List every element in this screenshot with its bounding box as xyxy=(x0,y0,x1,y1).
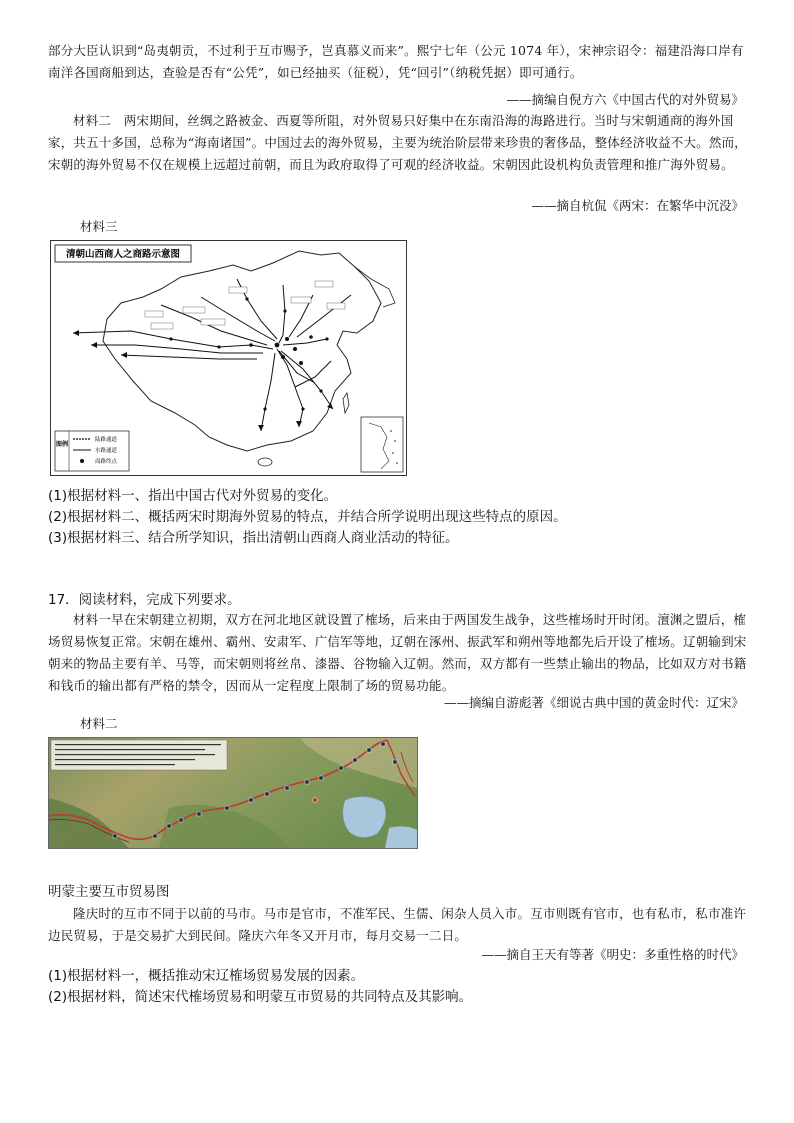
material3-label: 材料三 xyxy=(80,219,118,234)
legend-item-2: 水路通道 xyxy=(95,448,118,454)
question-17-2: (2)根据材料，简述宋代榷场贸易和明蒙互市贸易的共同特点及其影响。 xyxy=(48,989,473,1005)
q17-source-citation-1: ——摘编自游彪著《细说古典中国的黄金时代：辽宋》 xyxy=(443,695,744,710)
legend-item-1: 陆路通道 xyxy=(95,437,118,443)
material1-continuation: 部分大臣认识到“岛夷朝贡，不过利于互市赐予，岂真慕义而来”。熙宁七年（公元 1074 年），宋神宗诏令：福建沿海口岸有南洋各国商船到达，查验是否有“公凭”，如已经抽买（征税），凭“回引”（纳税凭据）即可通行。 xyxy=(48,43,744,80)
terrain-map-figure xyxy=(49,738,417,848)
question-17-1: (1)根据材料一，概括推动宋辽榷场贸易发展的因素。 xyxy=(48,968,365,984)
question-17-heading: 17．阅读材料，完成下列要求。 xyxy=(48,592,241,608)
shanxi-merchant-route-map xyxy=(50,240,407,476)
q17-source-citation-2: ——摘自王天有等著《明史：多重性格的时代》 xyxy=(481,947,744,962)
material2-text: 材料二 两宋期间，丝绸之路被金、西夏等所阻，对外贸易只好集中在东南沿海的海路进行。当时与宋朝通商的海外国家，共五十多国，总称为“海南诸国”。中国过去的海外贸易，主要为统治阶层带来珍贵的奢侈品，整体经济收益不大。然而，宋朝的海外贸易不仅在规模上远超过前朝，而且为政府取得了可观的经济收益。宋朝因此设机构负责管理和推广海外贸易。 xyxy=(48,113,747,172)
map-caption: 明蒙主要互市贸易图 xyxy=(48,884,170,900)
source-citation-1: ——摘编自倪方六《中国古代的对外贸易》 xyxy=(506,92,744,107)
source-citation-2: ——摘自杭侃《两宋：在繁华中沉没》 xyxy=(531,198,744,213)
legend-item-3: 商路终点 xyxy=(95,459,118,465)
terminus-symbol xyxy=(80,459,84,463)
question-16-1: (1)根据材料一、指出中国古代对外贸易的变化。 xyxy=(48,488,338,504)
route-map-figure xyxy=(51,241,406,475)
question-16-2: (2)根据材料二、概括两宋时期海外贸易的特点，并结合所学说明出现这些特点的原因。 xyxy=(48,509,567,525)
q17-material2-label: 材料二 xyxy=(80,716,118,731)
question-16-3: (3)根据材料三、结合所学知识，指出清朝山西商人商业活动的特征。 xyxy=(48,530,459,546)
ming-mongol-trade-map xyxy=(48,737,418,849)
legend-heading: 图例 xyxy=(55,441,69,448)
map-title: 清朝山西商人之商路示意图 xyxy=(65,249,181,260)
q17-material2-text: 隆庆时的互市不同于以前的马市。马市是官市，不准军民、生儒、闲杂人员入市。互市则既有官市，也有私市，私市准许边民贸易，于是交易扩大到民间。隆庆六年冬又开月市，每月交易一二日。 xyxy=(48,906,747,943)
q17-material1-text: 材料一早在宋朝建立初期，双方在河北地区就设置了榷场，后来由于两国发生战争，这些榷场时开时闭。澶渊之盟后，榷场贸易恢复正常。宋朝在雄州、霸州、安肃军、广信军等地，辽朝在涿州、振武军和朔州等地都先后开设了榷场。辽朝输到宋朝来的物品主要有羊、马等，而宋朝则将丝帛、漆器、谷物输入辽朝。然而，双方都有一些禁止输出的物品，比如双方对书籍和钱币的输出都有严格的禁令，因而从一定程度上限制了场的贸易功能。 xyxy=(48,612,747,693)
